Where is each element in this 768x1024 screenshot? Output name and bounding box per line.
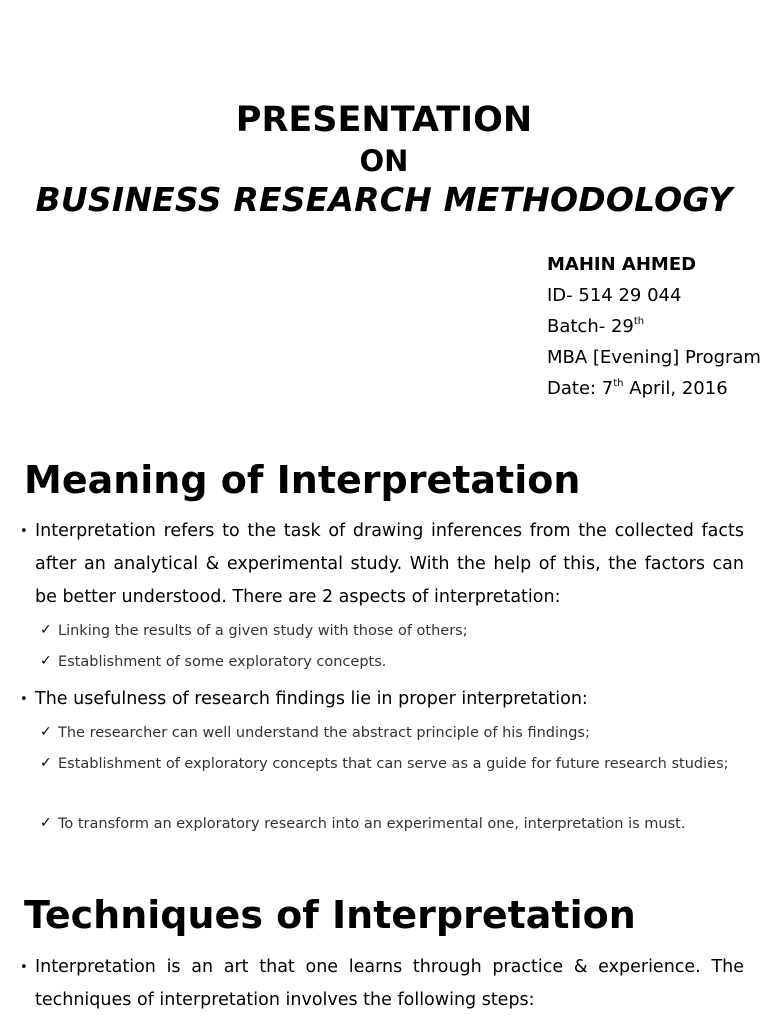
check-icon: ✓ [40, 724, 52, 740]
techniques-bullet-1 [20, 951, 744, 1017]
meaning-bullet-1 [20, 515, 744, 614]
author-block [547, 254, 762, 409]
date-sup: th [613, 378, 624, 389]
aspect-item [40, 617, 744, 645]
check-icon: ✓ [40, 815, 52, 831]
use-item [40, 750, 744, 778]
check-icon: ✓ [40, 653, 52, 669]
author-id: ID- 514 29 044 [547, 285, 682, 306]
techniques-bullet-1-text: Interpretation is an art that one learns through practice & experience. The techniques of interpretation involves the following steps: [35, 957, 744, 1010]
use-item-text: To transform an exploratory research into an experimental one, interpretation is must. [58, 816, 686, 832]
author-date [547, 378, 762, 400]
aspect-item [40, 648, 744, 676]
heading-meaning: Meaning of Interpretation [24, 458, 581, 502]
use-item [40, 719, 744, 747]
author-program: MBA [Evening] Program [547, 347, 761, 368]
date-suffix: April, 2016 [623, 378, 728, 399]
check-icon: ✓ [40, 622, 52, 638]
use-item-text: The researcher can well understand the abstract principle of his findings; [58, 725, 590, 741]
meaning-bullet-2 [20, 683, 744, 716]
title-on: ON [359, 144, 409, 178]
bullet-icon: • [20, 692, 28, 707]
author-name: MAHIN AHMED [547, 254, 697, 275]
aspect-item-text: Establishment of some exploratory concepts. [58, 654, 387, 670]
aspect-item-text: Linking the results of a given study with those of others; [58, 623, 468, 639]
bullet-icon: • [20, 960, 28, 975]
meaning-bullet-2-text: The usefulness of research findings lie in proper interpretation: [35, 689, 588, 709]
batch-text: Batch- 29 [547, 316, 634, 337]
check-icon: ✓ [40, 755, 52, 771]
bullet-icon: • [20, 524, 28, 539]
author-batch [547, 316, 762, 338]
meaning-bullet-1-text: Interpretation refers to the task of drawing inferences from the collected facts after an analytical & experimental study. With the help of this, the factors can be better understood. There are 2 aspects of interpretation: [35, 521, 744, 607]
date-text: Date: 7 [547, 378, 614, 399]
heading-techniques: Techniques of Interpretation [24, 893, 636, 937]
use-item-text: Establishment of exploratory concepts that can serve as a guide for future research studies; [58, 756, 729, 772]
batch-sup: th [633, 316, 645, 327]
title-presentation: PRESENTATION [235, 100, 533, 140]
title-subject: BUSINESS RESEARCH METHODOLOGY [35, 180, 733, 219]
use-item [40, 810, 744, 838]
